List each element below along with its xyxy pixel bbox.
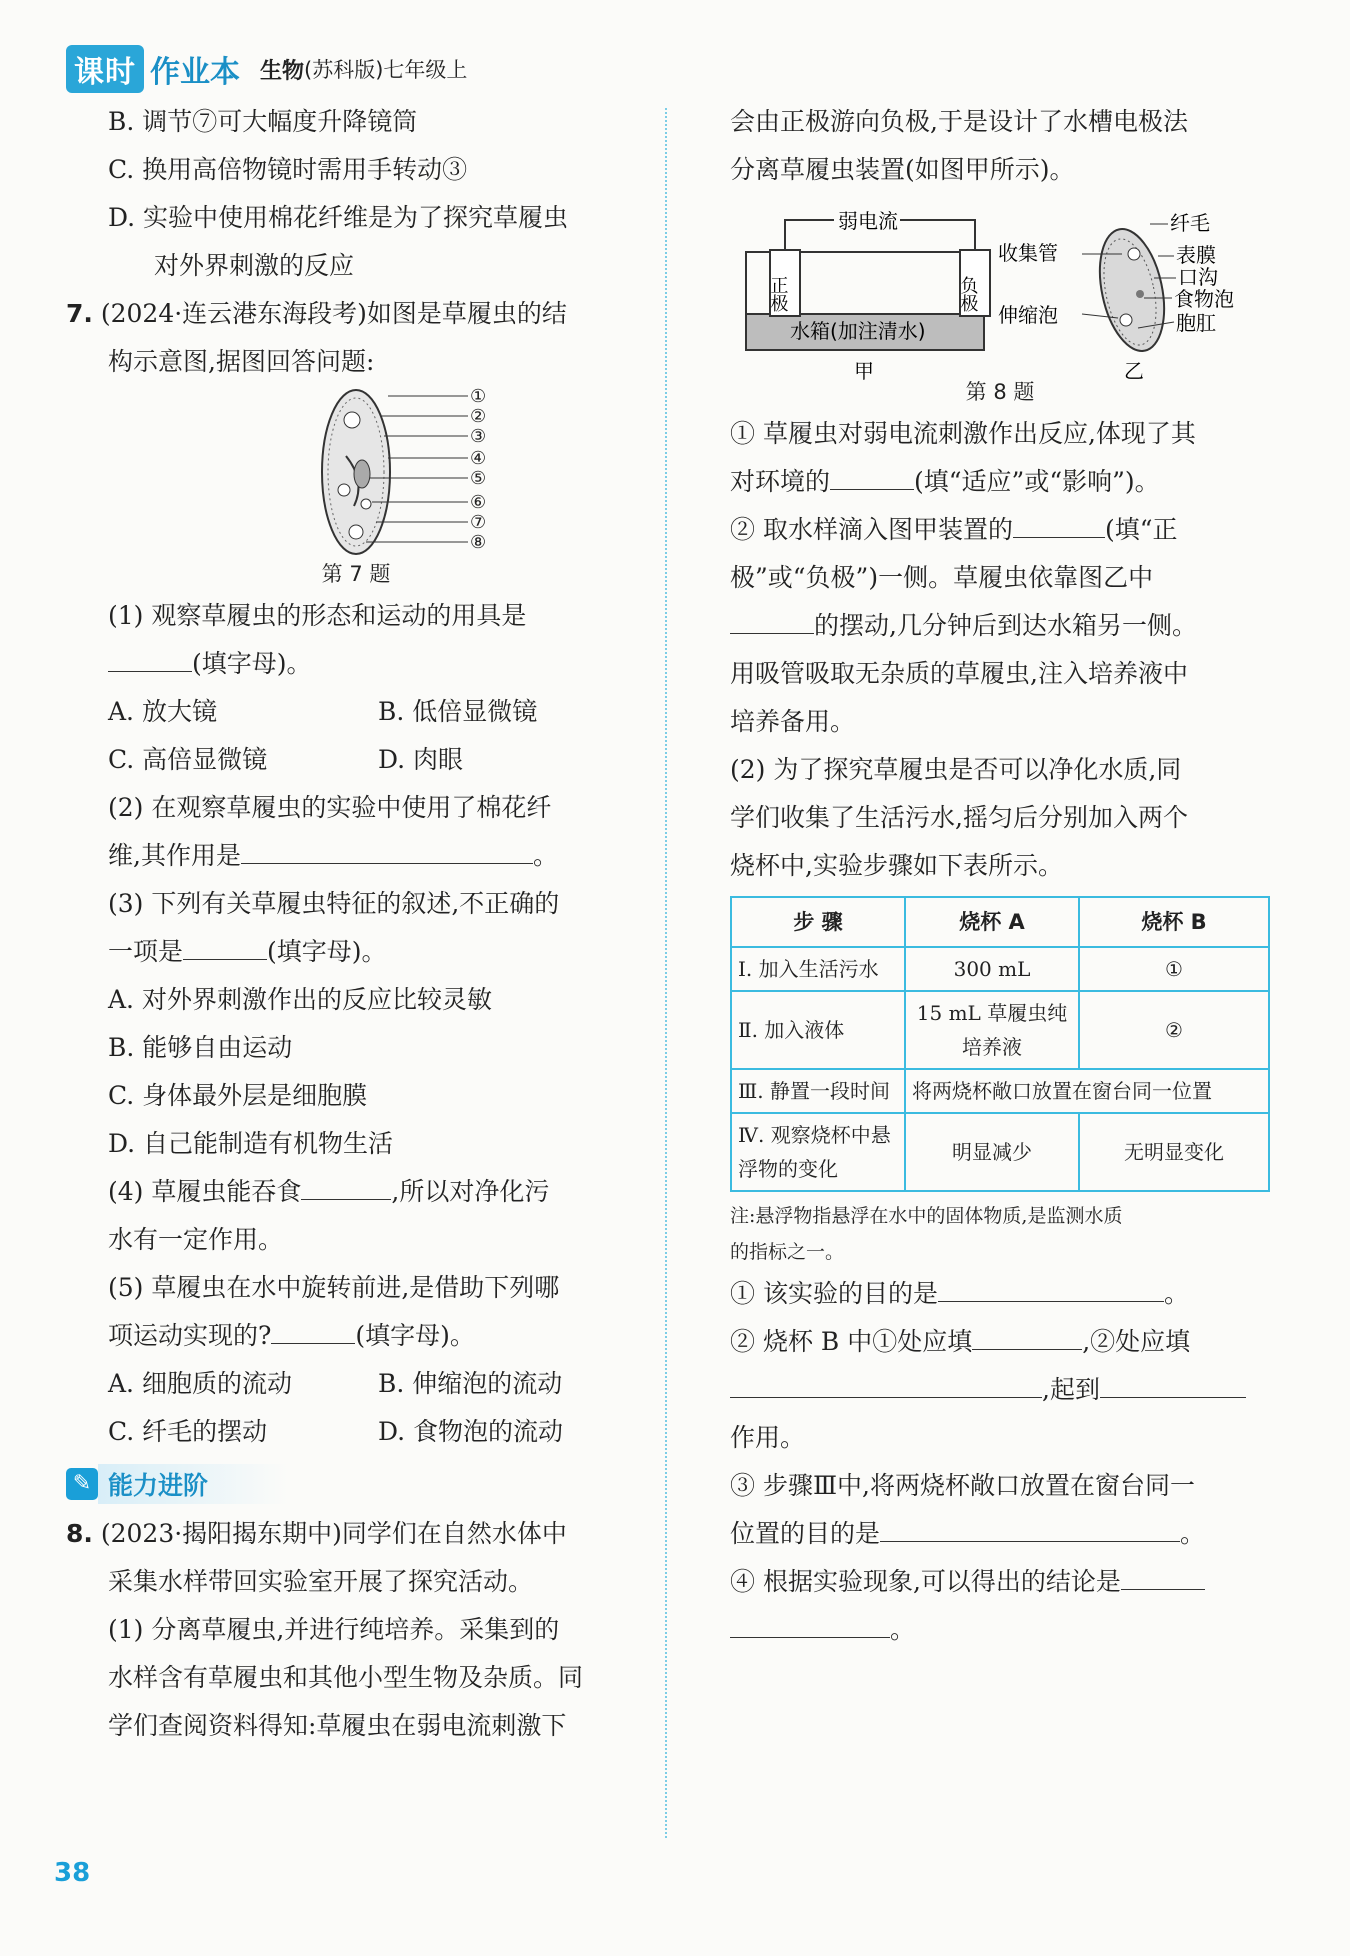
q8-part2-line2: 学们收集了生活污水,摇匀后分别加入两个 (730, 803, 1188, 832)
q8-a4 (730, 1558, 1270, 1606)
column-divider (665, 108, 667, 1838)
q7-p5-option-a: A. 细胞质的流动 (108, 1369, 292, 1398)
logo-box: 课时 (66, 45, 144, 93)
q7-p3-option-c: C. 身体最外层是细胞膜 (108, 1081, 368, 1110)
answer-blank[interactable] (830, 467, 914, 490)
q7-part2-text: 维,其作用是 (108, 841, 241, 870)
q8-s2-answer (730, 602, 1270, 650)
answer-blank[interactable] (241, 841, 533, 864)
answer-blank[interactable] (1013, 515, 1105, 538)
q8-a2 (730, 1318, 1270, 1366)
table-row (731, 991, 1269, 1069)
q8-a4-text: ④ 根据实验现象,可以得出的结论是 (730, 1567, 1121, 1596)
table-cell: Ⅳ. 观察烧杯中悬浮物的变化 (731, 1113, 905, 1191)
q7-part3-hint: (填字母)。 (267, 937, 387, 966)
q7-figure (66, 386, 646, 558)
q8-part1-line1: (1) 分离草履虫,并进行纯培养。采集到的 (108, 1615, 560, 1644)
q8-a2-end: 作用。 (730, 1423, 806, 1452)
q7-part1-hint: (填字母)。 (192, 649, 312, 678)
ability-title: 能力进阶 (98, 1464, 288, 1504)
q7-part3-answer (66, 928, 646, 976)
table-cell: 300 mL (905, 947, 1079, 991)
q7-part4-text: (4) 草履虫能吞食 (108, 1177, 302, 1206)
q7-number: 7. (66, 299, 93, 328)
q8-a2-text: ② 烧杯 B 中①处应填 (730, 1327, 973, 1356)
table-cell: ② (1079, 991, 1269, 1069)
q8-a1 (730, 1270, 1270, 1318)
q8-number: 8. (66, 1519, 93, 1548)
q7-p1-option-d: D. 肉眼 (378, 745, 464, 774)
q7-label-6: ⑥ (470, 492, 487, 513)
q7-figure-caption: 第 7 题 (321, 562, 391, 586)
table-cell: 明显减少 (905, 1113, 1079, 1191)
collection-tube-label: 收集管 (998, 241, 1058, 265)
page-header (66, 44, 467, 94)
contractile-vacuole-label: 伸缩泡 (998, 303, 1058, 327)
q7-label-8: ⑧ (470, 532, 487, 553)
figure-yi-label: 乙 (1124, 359, 1144, 383)
q8-a2-cont (730, 1366, 1270, 1414)
negative-pole-label: 负极 (957, 276, 979, 312)
q8-a4-cont (730, 1606, 1270, 1654)
q7-part5-options-row1 (66, 1360, 646, 1408)
table-cell: Ⅰ. 加入生活污水 (731, 947, 905, 991)
q7-part4-cont: 水有一定作用。 (108, 1225, 284, 1254)
answer-blank[interactable] (730, 1375, 1042, 1398)
electrode-tank-diagram (730, 194, 1270, 384)
table-header: 烧杯 B (1079, 897, 1269, 947)
q8-part2-line3: 烧杯中,实验步骤如下表所示。 (730, 851, 1063, 880)
q7-part3-text: 一项是 (108, 937, 184, 966)
q6-option-c: C. 换用高倍物镜时需用手转动③ (108, 155, 468, 184)
food-vacuole-label: 食物泡 (1174, 287, 1234, 311)
anal-pore-label: 胞肛 (1176, 311, 1216, 335)
q8-s2-text: ② 取水样滴入图甲装置的 (730, 515, 1013, 544)
q7-p3-option-d: D. 自己能制造有机物生活 (108, 1129, 394, 1158)
q8-figure (730, 194, 1270, 384)
subject-title: 生物 (260, 58, 305, 84)
paramecium-diagram (66, 386, 646, 558)
oral-groove-label: 口沟 (1178, 265, 1218, 289)
q7-p1-option-c: C. 高倍显微镜 (108, 745, 268, 774)
q7-part1-answer (66, 640, 646, 688)
figure-jia-label: 甲 (854, 359, 874, 383)
q7-stem-cont: 构示意图,据图回答问题: (108, 347, 375, 376)
q8-a3: ③ 步骤Ⅲ中,将两烧杯敞口放置在窗台同一 (730, 1471, 1196, 1500)
q7-part2: (2) 在观察草履虫的实验中使用了棉花纤 (108, 793, 552, 822)
q7-label-3: ③ (470, 426, 487, 447)
answer-blank[interactable] (730, 1615, 890, 1638)
q7-label-4: ④ (470, 448, 487, 469)
q8-part2-line1: (2) 为了探究草履虫是否可以净化水质,同 (730, 755, 1182, 784)
q7-part1-options-row2 (66, 736, 646, 784)
q8-s1: ① 草履虫对弱电流刺激作出反应,体现了其 (730, 419, 1196, 448)
q7-part4-text2: ,所以对净化污 (391, 1177, 550, 1206)
q8-stem (66, 1510, 646, 1558)
current-label: 弱电流 (838, 209, 898, 233)
q7-part2-answer (66, 832, 646, 880)
q7-p5-option-d: D. 食物泡的流动 (378, 1417, 564, 1446)
q8-stem-text: (2023·揭阳揭东期中)同学们在自然水体中 (100, 1519, 567, 1548)
q8-s2-line6: 培养备用。 (730, 707, 856, 736)
page-number: 38 (54, 1858, 91, 1888)
q8-s2-hint: (填“正 (1104, 515, 1178, 544)
q8-a3-text: 位置的目的是 (730, 1519, 881, 1548)
table-cell: 15 mL 草履虫纯培养液 (905, 991, 1079, 1069)
q8-part1-line3: 学们查阅资料得知:草履虫在弱电流刺激下 (108, 1711, 567, 1740)
q8-part1-line2: 水样含有草履虫和其他小型生物及杂质。同 (108, 1663, 584, 1692)
q8-cont-line2: 分离草履虫装置(如图甲所示)。 (730, 155, 1075, 184)
positive-pole-label: 正极 (767, 276, 789, 312)
table-row (731, 1069, 1269, 1113)
table-cell: ① (1079, 947, 1269, 991)
table-header: 步 骤 (731, 897, 905, 947)
q8-figure-caption: 第 8 题 (965, 380, 1035, 404)
q8-stem-cont: 采集水样带回实验室开展了探究活动。 (108, 1567, 534, 1596)
answer-blank[interactable] (1100, 1375, 1246, 1398)
q7-label-2: ② (470, 406, 487, 427)
answer-blank[interactable] (301, 1177, 391, 1200)
q6-option-d: D. 实验中使用棉花纤维是为了探究草履虫 (108, 203, 569, 232)
q7-p5-option-b: B. 伸缩泡的流动 (378, 1369, 563, 1398)
right-column (730, 98, 1270, 1654)
q7-part1: (1) 观察草履虫的形态和运动的用具是 (108, 601, 527, 630)
q7-part2-end: 。 (532, 841, 558, 870)
q8-s2-text2: 的摆动,几分钟后到达水箱另一侧。 (814, 611, 1197, 640)
q7-p5-option-c: C. 纤毛的摆动 (108, 1417, 268, 1446)
q7-p1-option-b: B. 低倍显微镜 (378, 697, 538, 726)
q7-part5-text: 项运动实现的? (108, 1321, 272, 1350)
q7-p3-option-b: B. 能够自由运动 (108, 1033, 293, 1062)
table-row (731, 1113, 1269, 1191)
q8-a3-answer (730, 1510, 1270, 1558)
table-cell: 无明显变化 (1079, 1113, 1269, 1191)
q7-part5-options-row2 (66, 1408, 646, 1456)
table-header: 烧杯 A (905, 897, 1079, 947)
answer-blank[interactable] (880, 1519, 1180, 1542)
q7-part4 (66, 1168, 646, 1216)
answer-blank[interactable] (183, 937, 267, 960)
pencil-icon: ✎ (66, 1468, 98, 1500)
q8-s1-answer (730, 458, 1270, 506)
answer-blank[interactable] (271, 1321, 355, 1344)
table-cell: Ⅲ. 静置一段时间 (731, 1069, 905, 1113)
q8-s2 (730, 506, 1270, 554)
logo (66, 45, 240, 93)
pellicle-label: 表膜 (1176, 243, 1216, 267)
q7-label-1: ① (470, 386, 487, 407)
q7-part5: (5) 草履虫在水中旋转前进,是借助下列哪 (108, 1273, 560, 1302)
left-column (66, 98, 646, 1750)
q6-option-d-cont: 对外界刺激的反应 (154, 251, 355, 280)
tank-label: 水箱(加注清水) (790, 319, 926, 343)
q7-stem (66, 290, 646, 338)
q7-part1-options-row1 (66, 688, 646, 736)
q8-a1-end: 。 (1163, 1279, 1189, 1308)
q8-a2-text3: ,起到 (1042, 1375, 1100, 1404)
experiment-table (730, 896, 1270, 1192)
table-header-row (731, 897, 1269, 947)
q7-label-7: ⑦ (470, 512, 487, 533)
q8-s1-hint: (填“适应”或“影响”)。 (914, 467, 1160, 496)
q7-label-5: ⑤ (470, 468, 487, 489)
q8-s2-line5: 用吸管吸取无杂质的草履虫,注入培养液中 (730, 659, 1188, 688)
q7-p1-option-a: A. 放大镜 (108, 697, 217, 726)
table-note-line1: 注:悬浮物指悬浮在水中的固体物质,是监测水质 (730, 1205, 1123, 1227)
table-note (730, 1198, 1270, 1270)
q8-a1-text: ① 该实验的目的是 (730, 1279, 938, 1308)
edition-text: (苏科版)七年级上 (304, 58, 468, 82)
ability-section-header (66, 1464, 646, 1504)
q7-p3-option-a: A. 对外界刺激作出的反应比较灵敏 (108, 985, 492, 1014)
table-cell: 将两烧杯敞口放置在窗台同一位置 (905, 1069, 1269, 1113)
q8-s2-cont: 极”或“负极”)一侧。草履虫依靠图乙中 (730, 563, 1154, 592)
answer-blank[interactable] (108, 649, 192, 672)
q7-stem-text: (2024·连云港东海段考)如图是草履虫的结 (100, 299, 567, 328)
q8-s1-text: 对环境的 (730, 467, 831, 496)
q8-cont-line1: 会由正极游向负极,于是设计了水槽电极法 (730, 107, 1188, 136)
table-cell: Ⅱ. 加入液体 (731, 991, 905, 1069)
q8-a3-end: 。 (1180, 1519, 1206, 1548)
q7-part5-hint: (填字母)。 (355, 1321, 475, 1350)
q6-option-b: B. 调节⑦可大幅度升降镜筒 (108, 107, 418, 136)
answer-blank[interactable] (730, 611, 814, 634)
answer-blank[interactable] (938, 1279, 1164, 1302)
table-note-line2: 的指标之一。 (730, 1241, 845, 1263)
answer-blank[interactable] (1121, 1567, 1205, 1590)
logo-text: 作业本 (150, 55, 240, 90)
table-row (731, 947, 1269, 991)
q8-a4-end: 。 (890, 1615, 916, 1644)
q7-part3: (3) 下列有关草履虫特征的叙述,不正确的 (108, 889, 560, 918)
answer-blank[interactable] (972, 1327, 1082, 1350)
q7-part5-answer (66, 1312, 646, 1360)
cilia-label: 纤毛 (1170, 211, 1210, 235)
q8-a2-text2: ,②处应填 (1082, 1327, 1191, 1356)
